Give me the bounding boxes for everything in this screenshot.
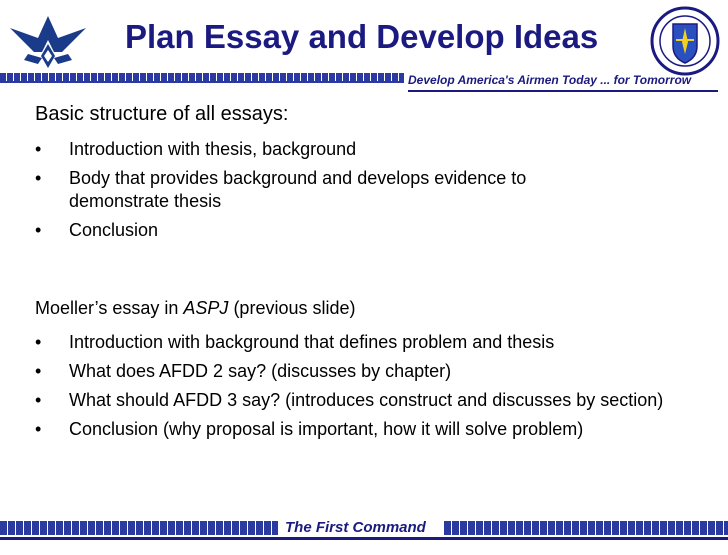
bullet-item	[35, 389, 715, 412]
bullet-item	[35, 418, 715, 441]
bullet-icon: •	[35, 139, 42, 159]
heading-post: (previous slide)	[228, 298, 356, 318]
bullet-icon: •	[35, 390, 42, 410]
header-tagline: Develop America's Airmen Today ... for Tomorrow	[408, 73, 692, 87]
header-stripe	[0, 73, 404, 81]
bullet-item	[35, 167, 715, 213]
bullet-icon: •	[35, 361, 42, 381]
section-moeller-essay	[35, 298, 715, 447]
section-heading: Basic structure of all essays:	[35, 103, 289, 125]
aetc-shield-icon	[646, 6, 724, 76]
bullet-item	[35, 331, 715, 354]
bullet-icon: •	[35, 419, 42, 439]
section-basic-structure	[35, 103, 715, 248]
bullet-item	[35, 360, 715, 383]
bullet-text: What should AFDD 3 say? (introduces construct and discusses by section)	[69, 390, 664, 410]
header-underline	[408, 90, 718, 92]
heading-pre: Moeller’s essay in	[35, 298, 184, 318]
footer-text: The First Command	[285, 519, 426, 536]
bullet-icon: •	[35, 332, 42, 352]
footer-stripe-left	[0, 521, 278, 535]
bullet-icon: •	[35, 220, 42, 240]
air-force-logo-icon	[8, 8, 88, 78]
bullet-item	[35, 138, 715, 161]
section-heading	[35, 298, 715, 319]
bullet-text: Conclusion	[69, 220, 159, 240]
header-stripe-line	[0, 81, 404, 83]
bullet-icon: •	[35, 168, 42, 188]
bullet-item	[35, 219, 715, 242]
bullet-text: Introduction with background that defines problem and thesis	[69, 332, 555, 352]
footer-line	[0, 537, 728, 540]
bullet-text: Introduction with thesis, background	[69, 139, 357, 159]
bullet-text: What does AFDD 2 say? (discusses by chapter)	[69, 361, 452, 381]
footer-stripe-right	[444, 521, 728, 535]
bullet-text: Body that provides background and develops evidence to demonstrate thesis	[69, 168, 527, 211]
journal-name: ASPJ	[183, 298, 229, 318]
page-title: Plan Essay and Develop Ideas	[125, 18, 599, 55]
bullet-text: Conclusion (why proposal is important, how it will solve problem)	[69, 419, 584, 439]
